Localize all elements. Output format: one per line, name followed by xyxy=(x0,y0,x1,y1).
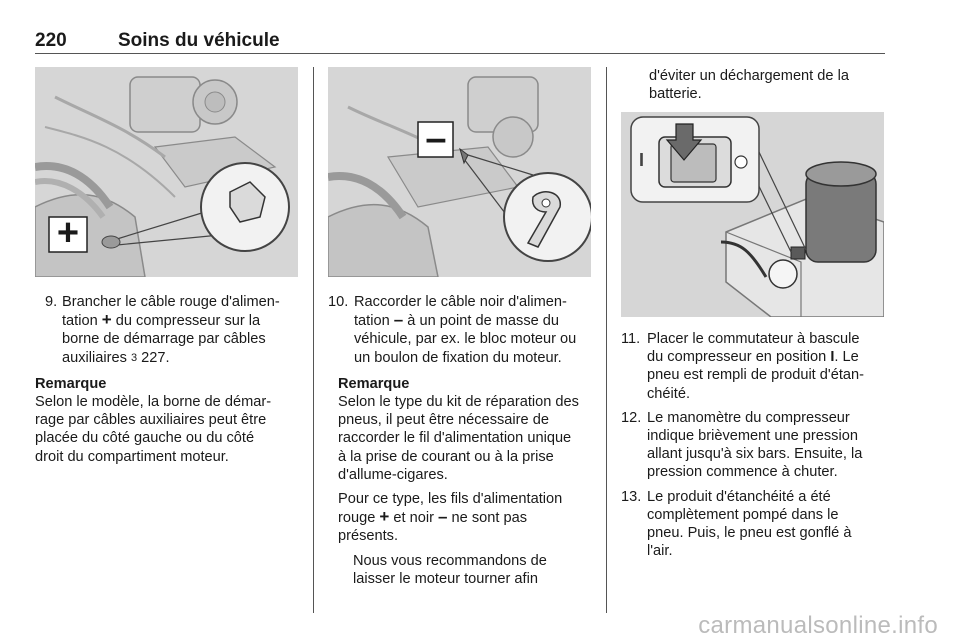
remark-title: Remarque xyxy=(338,375,410,392)
figure-ground-point xyxy=(328,67,591,277)
step-11: 11. Placer le commutateur à bascule du compresseur en position I. Le pneu est rempli de produit d'étan- chéité. xyxy=(621,331,864,402)
plus-symbol: + xyxy=(379,507,390,527)
figure-compressor-switch xyxy=(621,112,884,317)
remark-body: Selon le modèle, la borne de démar- rage par câbles auxiliaires peut être placée du côté gauche ou du côté droit du compartiment moteur. xyxy=(35,394,272,465)
column-3-continuation: d'éviter un déchargement de la batterie. xyxy=(649,68,849,103)
column-divider-2 xyxy=(606,67,607,613)
step-13: 13. Le produit d'étanchéité a été complètement pompé dans le pneu. Puis, le pneu est gonflé à l'air. xyxy=(621,488,852,560)
switch-position-symbol: I xyxy=(830,349,835,366)
remark-title: Remarque xyxy=(35,375,107,392)
step-text-line: auxiliaires 3 227. xyxy=(62,349,170,366)
remark-body: Selon le type du kit de réparation des pneus, il peut être nécessaire de raccorder le fil d'alimentation unique à la prise de courant ou à la prise d'allume-cigares. xyxy=(338,394,579,483)
step-text-line: Brancher le câble rouge d'alimen- xyxy=(62,294,280,310)
page-reference-icon: 3 xyxy=(130,351,138,364)
plus-symbol: + xyxy=(101,310,112,330)
column-2 xyxy=(328,293,593,588)
paragraph-wire-types: Pour ce type, les fils d'alimentation rouge + et noir – ne sont pas présents. xyxy=(338,491,563,545)
column-divider-1 xyxy=(313,67,314,613)
step-number: 9. xyxy=(45,294,58,310)
engine-bay-illustration-2 xyxy=(328,67,591,277)
step-number: 12. xyxy=(621,409,642,426)
step-9 xyxy=(35,293,300,367)
header-rule xyxy=(35,53,885,54)
step-10: 10. Raccorder le câble noir d'alimen- tation – à un point de masse du véhicule, par ex. le bloc moteur ou un boulon de fixation du moteur. xyxy=(328,294,577,366)
minus-symbol: – xyxy=(393,310,404,330)
step-number: 10. xyxy=(328,294,349,310)
minus-symbol: – xyxy=(425,118,447,160)
step-number: 11. xyxy=(621,331,641,347)
page-title: Soins du véhicule xyxy=(118,30,280,51)
compressor-illustration xyxy=(621,112,884,317)
minus-symbol: – xyxy=(438,507,448,527)
page-number: 220 xyxy=(35,30,67,51)
paragraph-recommendation: Nous vous recommandons de laisser le moteur tourner afin xyxy=(353,552,547,587)
figure-positive-terminal xyxy=(35,67,298,277)
column-3-steps xyxy=(621,330,886,560)
step-number: 13. xyxy=(621,488,642,505)
watermark: carmanualsonline.info xyxy=(698,612,938,639)
plus-symbol: + xyxy=(56,212,80,254)
switch-position-symbol: I xyxy=(639,150,645,170)
step-text-line: tation + du compresseur sur la xyxy=(62,310,261,330)
page-header xyxy=(35,30,885,52)
step-text-line: borne de démarrage par câbles xyxy=(62,331,266,348)
step-12: 12. Le manomètre du compresseur indique brièvement une pression allant jusqu'à six bars. Ensuite, la pression commence à chuter. xyxy=(621,409,863,481)
column-1 xyxy=(35,293,300,466)
